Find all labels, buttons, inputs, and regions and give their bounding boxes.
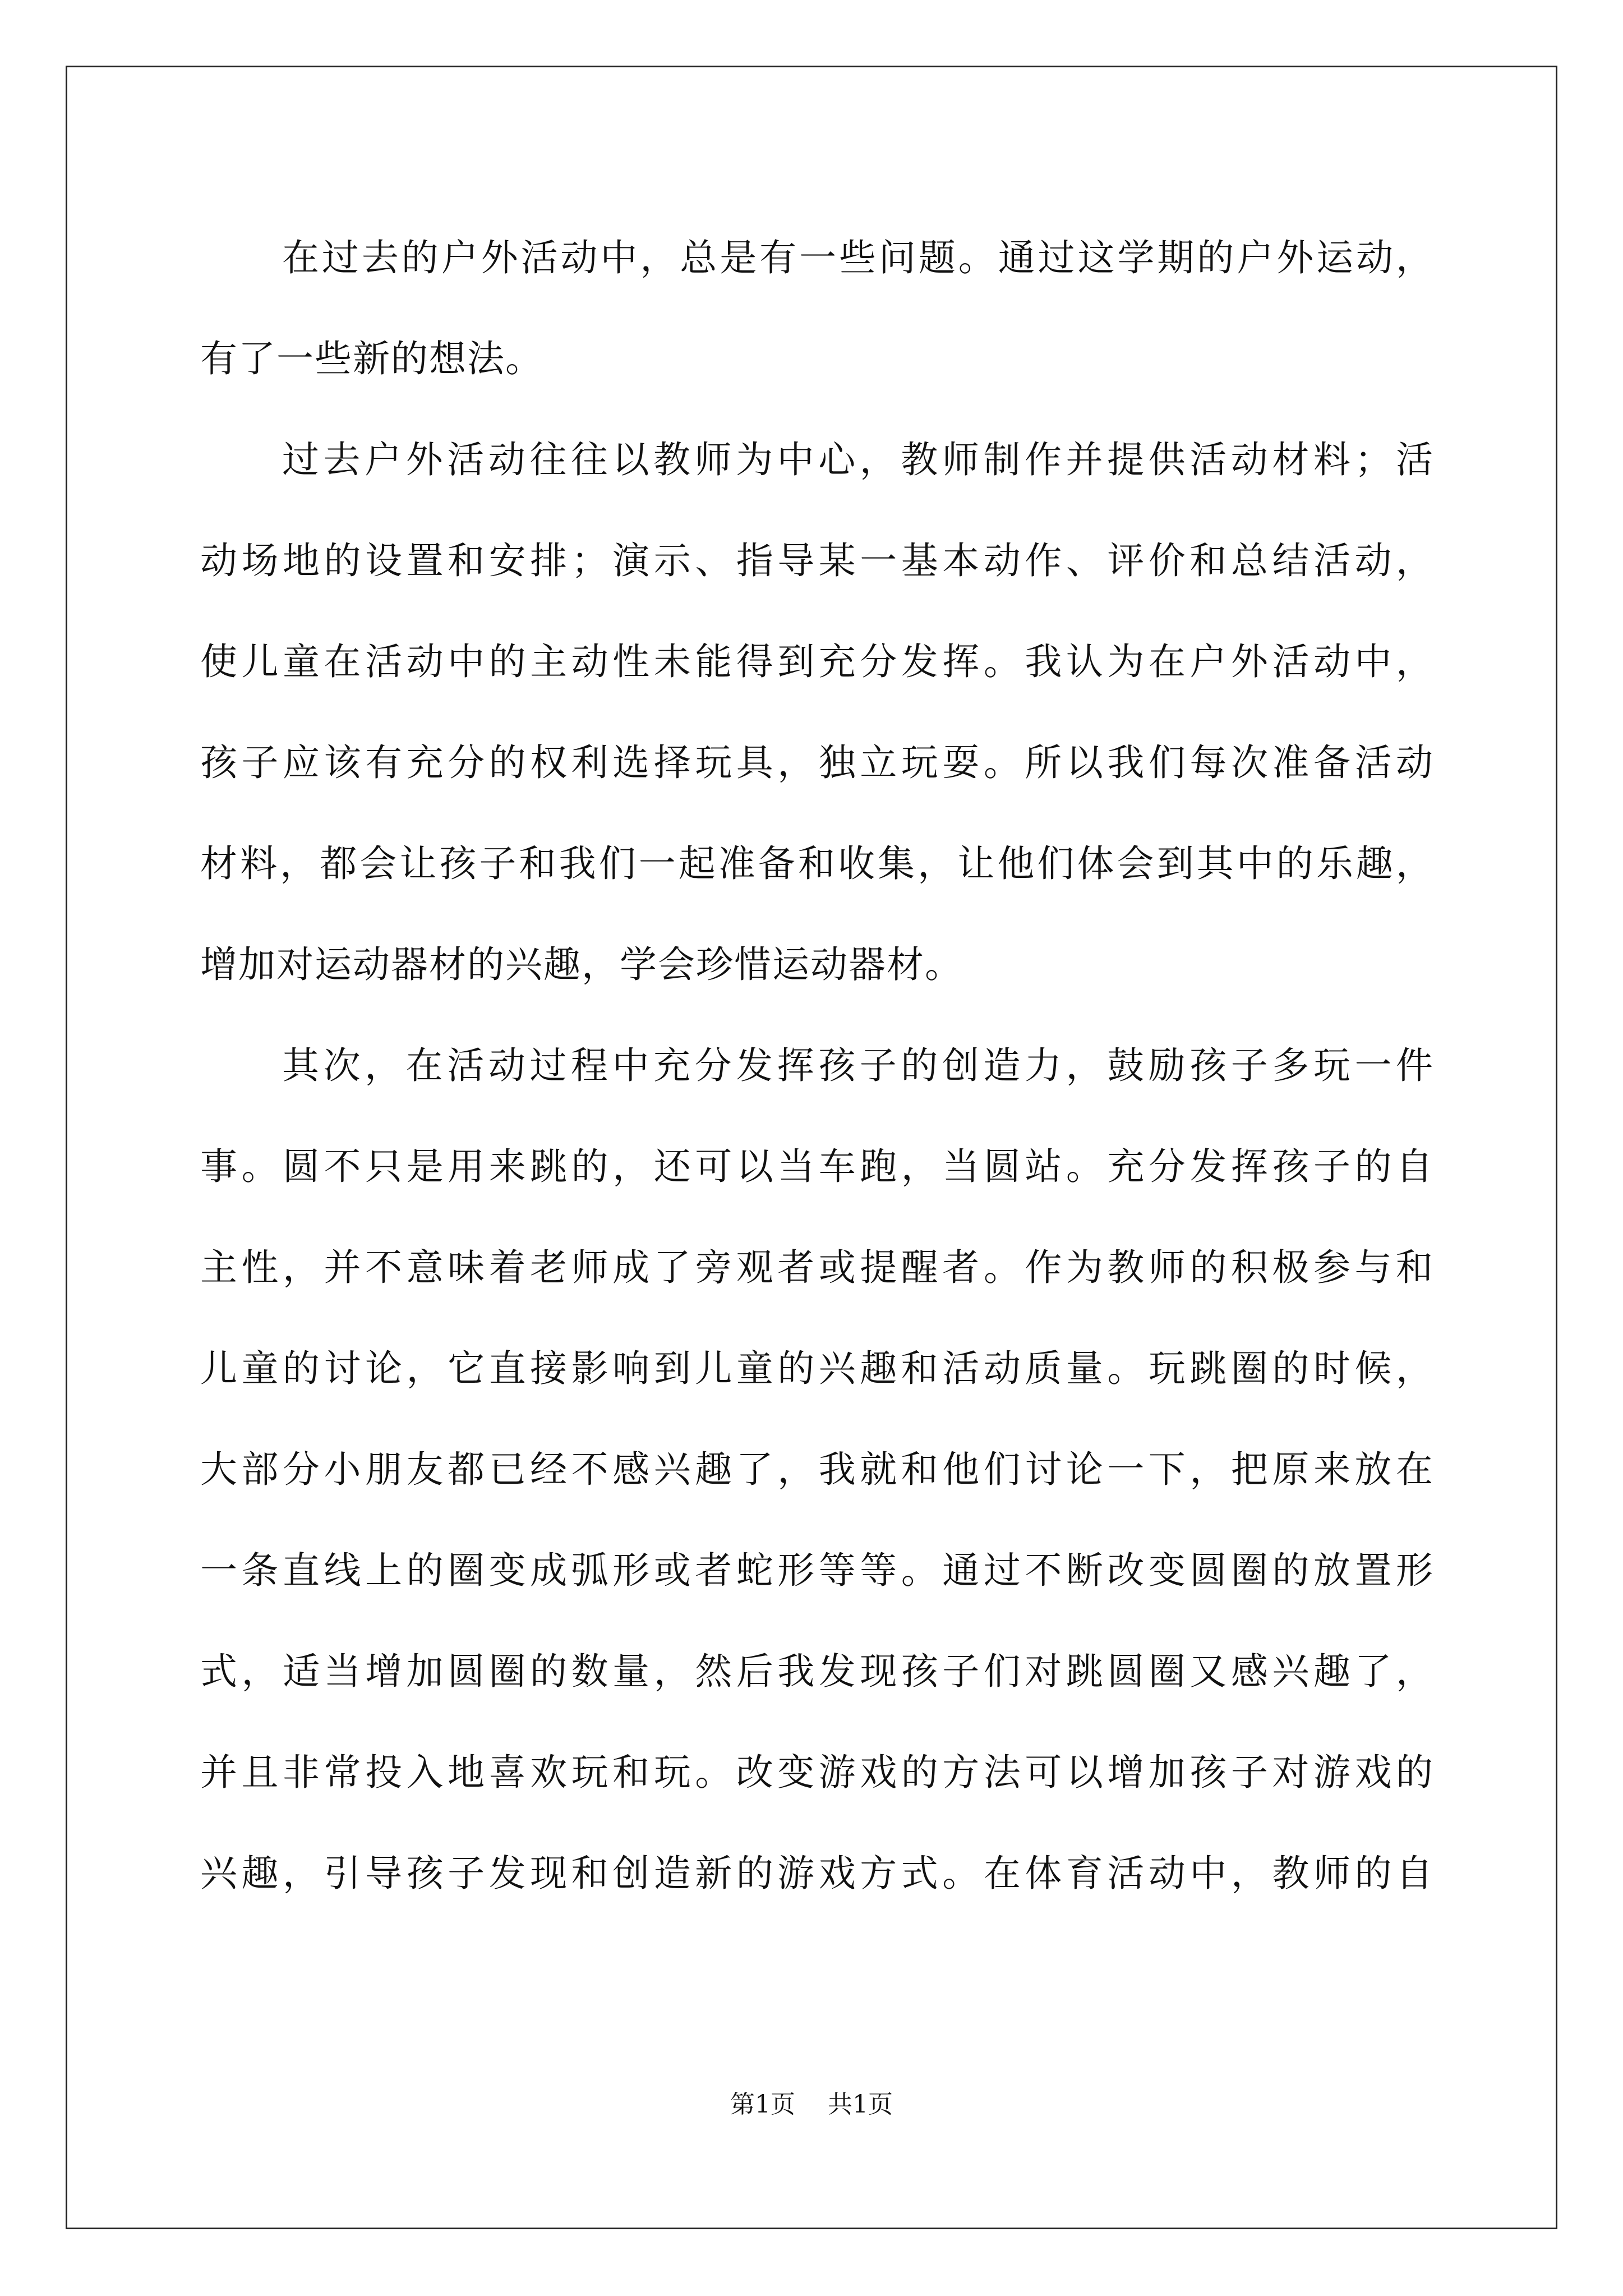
paragraph-3-line-6: 一条直线上的圈变成弧形或者蛇形等等。通过不断改变圆圈的放置形 (200, 1549, 1434, 1592)
paragraph-2-line-5: 材料，都会让孩子和我们一起准备和收集，让他们体会到其中的乐趣， (200, 842, 1434, 885)
paragraph-2-line-2: 动场地的设置和安排；演示、指导某一基本动作、评价和总结活动， (200, 539, 1434, 582)
paragraph-3-line-3: 主性，并不意味着老师成了旁观者或提醒者。作为教师的积极参与和 (200, 1246, 1434, 1289)
paragraph-2-line-1: 过去户外活动往往以教师为中心，教师制作并提供活动材料；活 (282, 438, 1434, 481)
paragraph-3-line-9: 兴趣，引导孩子发现和创造新的游戏方式。在体育活动中，教师的自 (200, 1852, 1434, 1895)
paragraph-3-line-4: 儿童的讨论，它直接影响到儿童的兴趣和活动质量。玩跳圈的时候， (200, 1347, 1434, 1390)
paragraph-3-line-1: 其次，在活动过程中充分发挥孩子的创造力，鼓励孩子多玩一件 (282, 1044, 1434, 1087)
page-footer (0, 2088, 1623, 2122)
paragraph-3-line-2: 事。圆不只是用来跳的，还可以当车跑，当圆站。充分发挥孩子的自 (200, 1145, 1434, 1188)
paragraph-1-line-1: 在过去的户外活动中，总是有一些问题。通过这学期的户外运动， (282, 236, 1434, 279)
paragraph-1-line-2: 有了一些新的想法。 (200, 337, 543, 380)
paragraph-3-line-7: 式，适当增加圆圈的数量，然后我发现孩子们对跳圆圈又感兴趣了， (200, 1650, 1434, 1693)
paragraph-2-line-6: 增加对运动器材的兴趣，学会珍惜运动器材。 (200, 943, 963, 986)
paragraph-3-line-5: 大部分小朋友都已经不感兴趣了，我就和他们讨论一下，把原来放在 (200, 1448, 1434, 1491)
paragraph-2-line-3: 使儿童在活动中的主动性未能得到充分发挥。我认为在户外活动中， (200, 640, 1434, 683)
paragraph-2-line-4: 孩子应该有充分的权利选择玩具，独立玩耍。所以我们每次准备活动 (200, 741, 1434, 784)
document-body (200, 208, 1434, 1924)
paragraph-3-line-8: 并且非常投入地喜欢玩和玩。改变游戏的方法可以增加孩子对游戏的 (200, 1751, 1434, 1794)
page-total: 共1页 (828, 2090, 893, 2119)
page-number: 第1页 (730, 2090, 795, 2119)
